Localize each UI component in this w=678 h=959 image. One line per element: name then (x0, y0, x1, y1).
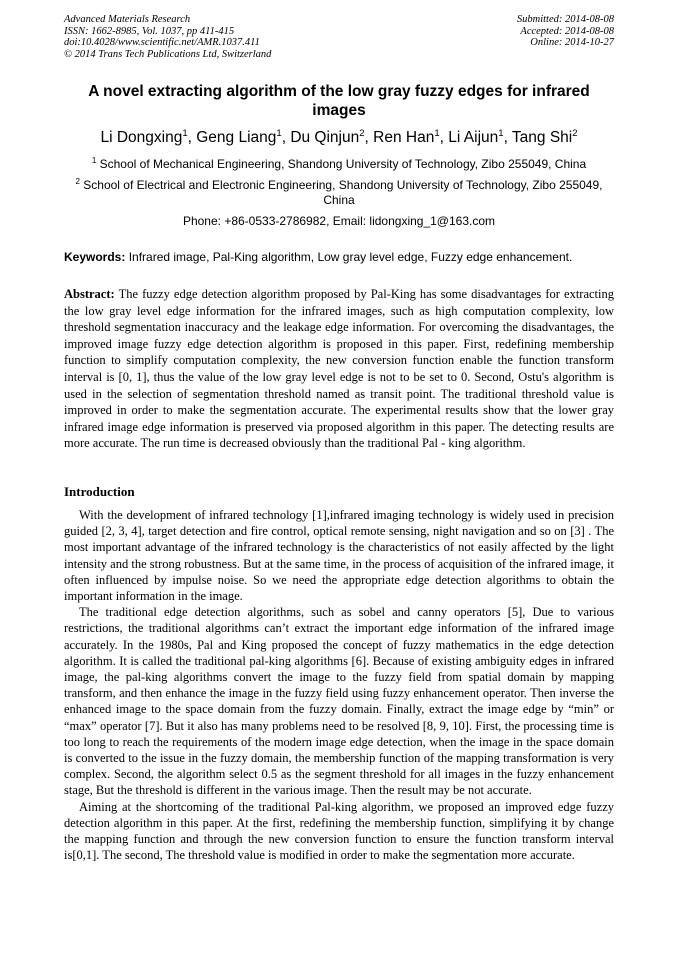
paper-title: A novel extracting algorithm of the low gray fuzzy edges for infrared images (88, 83, 590, 119)
doi-line: doi:10.4028/www.scientific.net/AMR.1037.411 (64, 37, 260, 49)
dates-info (517, 14, 614, 49)
paragraph: Aiming at the shortcoming of the traditional Pal-king algorithm, we proposed an improved edge fuzzy detection algorithm in this paper. At the first, redefining the membership function, simplifying it by change the mapping function and through the new conversion function to ensure the function transform interval is[0,1]. The second, The threshold value is modified in order to make the segmentation more accurate. (64, 799, 614, 863)
paragraph: The traditional edge detection algorithms, such as sobel and canny operators [5], Due to various restrictions, the traditional algorithms can’t extract the important edge information of the infrared image accurately. In the 1980s, Pal and King proposed the concept of fuzzy mathematics in the edge detection algorithm. It is called the traditional pal-king algorithms [6]. Because of existing ambiguity edges in infrared image, the pal-king algorithms convert the image to the fuzzy field from spatial domain by mapping transform, and then enhance the image in the fuzzy field using fuzzy enhancement operator. Then inverse the enhanced image to the space domain from the fuzzy domain. Finally, extract the image edge by “min” or “max” operator [7]. But it also has many problems need to be resolved [8, 9, 10]. First, the processing time is too long to reach the requirements of the modern image edge detection, when the image in the space domain is converted to the issue in the fuzzy domain, the membership function of the mapping transformation is very complex. Second, the algorithm select 0.5 as the segment threshold for all images in the fuzzy enhancement stage, But the threshold is different in the various image. Then the result may be not accurate. (64, 605, 614, 798)
author-affiliation-mark: 1 (182, 128, 188, 139)
abstract-label: Abstract: (64, 287, 115, 301)
author-name: Li Aijun (448, 129, 499, 146)
copyright-line: © 2014 Trans Tech Publications Ltd, Switzerland (64, 48, 272, 60)
author-name: Du Qinjun (290, 129, 360, 146)
affiliation-1 (64, 157, 614, 172)
affiliation-number: 1 (91, 156, 97, 165)
journal-info (64, 14, 271, 60)
affiliation-text: School of Mechanical Engineering, Shandong University of Technology, Zibo 255049, China (99, 157, 587, 171)
author-affiliation-mark: 1 (434, 128, 440, 139)
contact-info: Phone: +86-0533-2786982, Email: lidongxing_1@163.com (182, 214, 496, 228)
issn-line: ISSN: 1662-8985, Vol. 1037, pp 411-415 (64, 25, 235, 37)
author-affiliation-mark: 2 (359, 128, 365, 139)
accepted-date: Accepted: 2014-08-08 (520, 25, 614, 37)
affiliation-number: 2 (75, 177, 80, 186)
paragraph: With the development of infrared technology [1],infrared imaging technology is widely used in precision guided [2, 3, 4], target detection and fire control, optical remote sensing, night navigation and so on [3] . The most important advantage of the infrared technology is the characteristics of not easily affected by the light intensity and the strong robustness. But at the same time, in the process of acquisition of the infrared image, it often influenced by impulse noise. So we need the appropriate edge detection algorithms to obtain the important information in the image. (64, 508, 614, 604)
affiliation-2 (64, 178, 614, 208)
affiliation-text: School of Electrical and Electronic Engineering, Shandong University of Technology, Zibo 255049, China (83, 178, 603, 207)
abstract-text: The fuzzy edge detection algorithm proposed by Pal-King has some disadvantages for extracting the low gray level edge information for the infrared images, such as high computation complexity, low threshold segmentation inaccuracy and the leakage edge information. For overcoming the disadvantages, the improved image fuzzy edge detection algorithm is proposed in this paper. First, redefining membership function to simplify computation complexity, the new conversion function enable the function transform interval is [0, 1], thus the value of the low gray level edge is not to be set to 0. Second, Ostu's algorithm is used in the selection of segmentation threshold named as transit point. The traditional threshold value is improved in order to make the segmentation accurate. The experimental results show that the lower gray infrared image edge information is preserved via proposed algorithm in this paper. The detecting results are more accurate. The run time is decreased obviously than the traditional Pal - king algorithm. (64, 287, 614, 451)
author-affiliation-mark: 2 (572, 128, 578, 139)
introduction-body (64, 507, 614, 863)
author-name: Li Dongxing (100, 129, 183, 146)
author-name: Tang Shi (511, 129, 573, 146)
keywords (64, 250, 614, 264)
introduction-heading: Introduction (64, 484, 135, 499)
abstract (64, 286, 614, 452)
online-date: Online: 2014-10-27 (530, 37, 614, 49)
keywords-text: Infrared image, Pal-King algorithm, Low gray level edge, Fuzzy edge enhancement. (128, 250, 573, 264)
keywords-label: Keywords: (64, 250, 126, 264)
journal-name: Advanced Materials Research (64, 14, 191, 25)
author-name: Ren Han (373, 129, 435, 146)
author-list: Li Dongxing$^1$, Geng Liang$^1$, Du Qinjun$^2$, Ren Han$^1$, Li Aijun$^1$, Tang Shi$^2$ (100, 128, 578, 146)
author-name: Geng Liang (196, 129, 277, 146)
author-affiliation-mark: 1 (498, 128, 504, 139)
submitted-date: Submitted: 2014-08-08 (516, 14, 614, 25)
author-affiliation-mark: 1 (276, 128, 282, 139)
